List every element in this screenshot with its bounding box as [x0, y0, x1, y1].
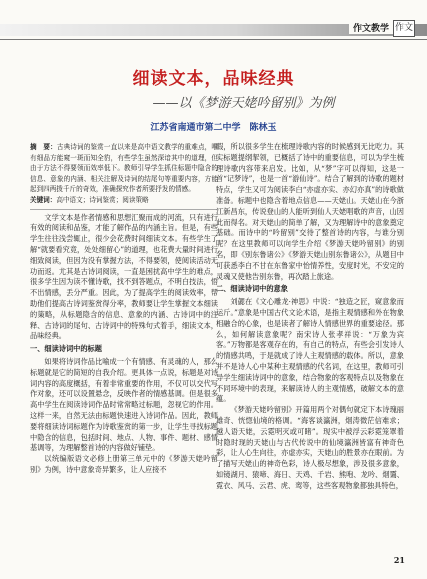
paragraph: 暇，所以很多学生在梳理诗歌内容的时候感到无比吃力。其实标题提纲挈领，已概括了诗中的重要信息，可以为学生梳理诗歌内容带来启发。比如，从“梦”字可以得知，这是一首“记梦诗”，也是一首“游仙诗”。结合了解到的诗歌的题材特点，学生又可为阅读李白“亦虚亦实、亦幻亦真”的诗歌做准备。标题中也隐含着地点信息——天姥山。天姥山在今浙江新昌东，传说登山的人能听到仙人天姥唱歌的声音，山因此而得名。对天姥山的简单了解，又为理解诗中的意象奠定基础。而诗中的“吟留别”交待了整首诗的内容，与谁分别呢？在这里教师可以向学生介绍《梦游天姥吟留别》的别名，即《别东鲁诸公》《梦游天姥山别东鲁诸公》，从题目中可获悉李白不甘在东鲁家中怡情养性，安度时光，不安定的灵魂又使他告别东鲁，再次踏上旅途。	[216, 142, 404, 281]
abstract-text: 古典诗词的鉴赏一直以来是高中语文教学的重难点，唯有细品方能窥一斑而知全豹，有些学生虽然深谙其中的道理，但由于方法不得要领而效率低下。教师引导学生抓住标题中隐含的信息、意象的内涵、相关注解及诗词的结尾句等重要内容，方能起到四两拨千斤的奇效，准确探究作者所要抒发的情感。	[30, 143, 218, 194]
right-column	[216, 142, 404, 550]
keywords-label: 关键词：	[30, 195, 57, 204]
keywords-text: 高中语文；诗词鉴赏；阅读策略	[56, 195, 149, 204]
paragraph: 文学文本是作者情感和思想汇聚而成的河流，只有进行有效的阅读和品鉴，才能了解作品的内涵主旨。但是，有些学生往往浅尝辄止，很少会花费时间细读文本。有些学生了解“就要看究竟，处处细留心”的道理，也花费大量时间进行细致阅读，但因为没有掌握方法，不得要领，使阅读活动无功而返。尤其是古诗词阅读，一直是困扰高中学生的难点，很多学生因为读不懂诗歌，找不到答题点，不明白技法，悟不出情感，丢分严重。因此，为了提高学生的阅读效率，帮助他们提高古诗词鉴赏得分率，教师要让学生掌握文本细读的策略，从标题隐含的信息、意象的内涵、古诗词中的注释、古诗词的尾句、古诗词中的特殊句式着手，细读文本，品味经典。	[30, 212, 218, 341]
section-heading: 二、细读诗词中的意象	[216, 284, 288, 294]
column-label: 作文教学	[349, 21, 393, 34]
paragraph: 如果将诗词作品比喻成一个有情感、有灵魂的人，那么标题就是它的简短的自我介绍。更具体一点说，标题是对诗词内容的高度概括，有着非常重要的作用，不仅可以交代写作对象，还可以设置悬念，反映作者的情感基调。但是很多高中学生在阅读诗词作品时常常略过标题，忽视它的作用。这样一来，自然无法由标题快速进入诗词作品。因此，教师要将细读诗词标题作为诗歌鉴赏的第一步，让学生寻找标题中隐含的信息，包括时间、地点、人物、事件、题材、感情基调等，为理解整首诗的内容做好铺垫。	[30, 356, 218, 453]
article-author: 江苏省南通市第二中学 陈林玉	[150, 123, 277, 133]
header-rule	[0, 39, 427, 40]
section-heading: 一、细读诗词中的标题	[30, 344, 102, 354]
column-logo: 作文	[393, 20, 415, 37]
paragraph: 以统编版语文必修上册第三单元中的《梦游天姥吟留别》为例，诗中意象奇异繁多，让人应接不	[30, 454, 218, 474]
abstract-label: 摘 要：	[30, 143, 57, 151]
paragraph: 《梦游天姥吟留别》开篇用两个对偶句就定下本诗瑰丽雄奇、恍惚仙境的格调。“海客谈瀛洲，烟涛微茫信难求；越人语天姥，云霓明灭或可睹”。现实中被浮云彩霓笼罩着时隐时现的天姥山与古代传说中的仙境瀛洲皆富有神奇色彩，让人心生向往，亦虚亦实，天姥山的胜景亦在眼前。为了描写天姥山的神奇色彩，诗人极尽想象，涉及很多意象，如镜湖月、猿啼、海日、天鸡、千岩、熊咆、龙吟、烟霭、霓衣、风马、云君、虎、鸾等，这些客观物象都独具特色，	[216, 405, 404, 490]
article-title: 细读文本，品味经典	[132, 69, 295, 89]
article-subtitle: ——以《梦游天姥吟留别》为例	[152, 96, 335, 111]
page-number: 21	[393, 555, 405, 565]
left-column	[30, 142, 218, 572]
abstract-block	[30, 142, 218, 210]
paragraph: 刘勰在《文心雕龙·神思》中说：“独造之匠，窥意象而运斤。”意象是中国古代文论术语，是指主观情感和外在物象相融合的心象，也是读者了解诗人情感世界的重要途径。那么，如何解读意象呢？南宋诗人张孝祥说：“万象为宾客。”万物都是客观存在的，有自己的特点，有些会引发诗人的情感共鸣，于是就成了诗人主观情感的载体。所以，意象并不是诗人心中某种主观情感的代名词，在这里，教师可引导学生细读诗词中的意象，结合物象的客观特点以及物象在不同环境中的表现，来解读诗人的主观情感，破解文本的意蕴。	[216, 297, 404, 404]
